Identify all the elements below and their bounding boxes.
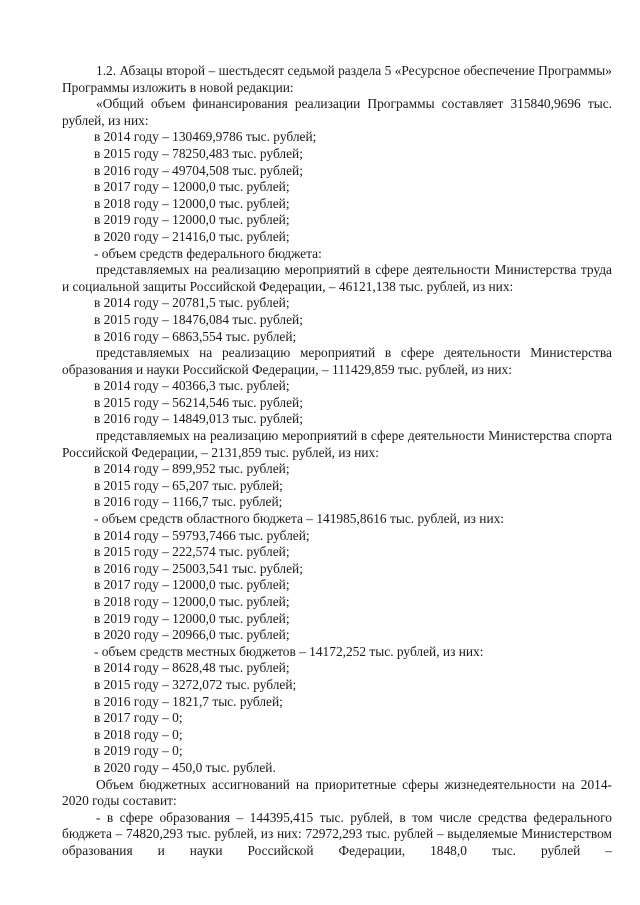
list-item: в 2014 году – 8628,48 тыс. рублей; [94, 660, 290, 676]
list-item: в 2016 году – 6863,554 тыс. рублей; [94, 328, 297, 344]
list-item: в 2017 году – 0; [94, 710, 183, 726]
paragraph-ministry-education: представляемых на реализацию мероприятий в сфере деятельности Министерства образования и науки Российской Федерации, – 111429,859 тыс. рублей, из них: [62, 345, 612, 377]
list-item: - объем средств местных бюджетов – 14172,252 тыс. рублей, из них: [94, 643, 484, 659]
list-item: - объем средств областного бюджета – 141985,8616 тыс. рублей, из них: [94, 511, 505, 527]
list-item: в 2014 году – 59793,7466 тыс. рублей; [94, 527, 310, 543]
list-item: в 2019 году – 12000,0 тыс. рублей; [94, 212, 290, 228]
list-item: в 2015 году – 18476,084 тыс. рублей; [94, 311, 303, 327]
paragraph-intro: 1.2. Абзацы второй – шестьдесят седьмой раздела 5 «Ресурсное обеспечение Программы» Программы изложить в новой редакции: [62, 63, 612, 95]
list-item: в 2018 году – 0; [94, 726, 183, 742]
paragraph-total: «Общий объем финансирования реализации Программы составляет 315840,9696 тыс. рублей, из них: [62, 96, 612, 128]
list-item: в 2018 году – 12000,0 тыс. рублей; [94, 594, 290, 609]
list-item: в 2016 году – 1821,7 тыс. рублей; [94, 693, 283, 709]
list-item: - объем средств федерального бюджета: [94, 245, 322, 261]
list-item: в 2015 году – 3272,072 тыс. рублей; [94, 676, 297, 692]
list-item: в 2016 году – 49704,508 тыс. рублей; [94, 162, 303, 178]
list-item: в 2019 году – 0; [94, 743, 183, 759]
list-item: в 2015 году – 78250,483 тыс. рублей; [94, 145, 303, 161]
list-item: в 2014 году – 40366,3 тыс. рублей; [94, 378, 290, 394]
list-item: в 2014 году – 130469,9786 тыс. рублей; [94, 129, 317, 145]
paragraph-education-sphere: - в сфере образования – 144395,415 тыс. рублей, в том числе средства федерального бюджета – 74820,293 тыс. рублей, из них: 72972,293 тыс. рублей – выделяемые Министерством образования и науки Российской Федерации, 1848,0 тыс. рублей – [62, 809, 612, 858]
list-item: в 2015 году – 56214,546 тыс. рублей; [94, 394, 303, 410]
list-item: в 2017 году – 12000,0 тыс. рублей; [94, 179, 290, 195]
list-item: в 2015 году – 222,574 тыс. рублей; [94, 544, 290, 560]
list-item: в 2014 году – 899,952 тыс. рублей; [94, 461, 290, 477]
list-item: в 2015 году – 65,207 тыс. рублей; [94, 477, 283, 493]
list-item: в 2020 году – 21416,0 тыс. рублей; [94, 228, 290, 244]
list-item: в 2017 году – 12000,0 тыс. рублей; [94, 577, 290, 593]
paragraph-priority-spheres: Объем бюджетных ассигнований на приоритетные сферы жизнедеятельности на 2014-2020 годы составит: [62, 776, 612, 809]
list-item: в 2016 году – 14849,013 тыс. рублей; [94, 411, 303, 427]
list-item: в 2019 году – 12000,0 тыс. рублей; [94, 610, 290, 626]
list-item: в 2018 году – 12000,0 тыс. рублей; [94, 195, 290, 211]
list-item: в 2016 году – 25003,541 тыс. рублей; [94, 560, 303, 576]
list-item: в 2014 году – 20781,5 тыс. рублей; [94, 295, 290, 311]
paragraph-ministry-labor: представляемых на реализацию мероприятий в сфере деятельности Министерства труда и социальной защиты Российской Федерации, – 46121,138 тыс. рублей, из них: [62, 262, 612, 294]
list-item: в 2020 году – 450,0 тыс. рублей. [94, 759, 276, 775]
document-body [62, 63, 612, 860]
list-item: в 2020 году – 20966,0 тыс. рублей; [94, 627, 290, 643]
list-item: в 2016 году – 1166,7 тыс. рублей; [94, 494, 283, 510]
paragraph-ministry-sport: представляемых на реализацию мероприятий в сфере деятельности Министерства спорта Российской Федерации, – 2131,859 тыс. рублей, из них: [62, 428, 612, 460]
